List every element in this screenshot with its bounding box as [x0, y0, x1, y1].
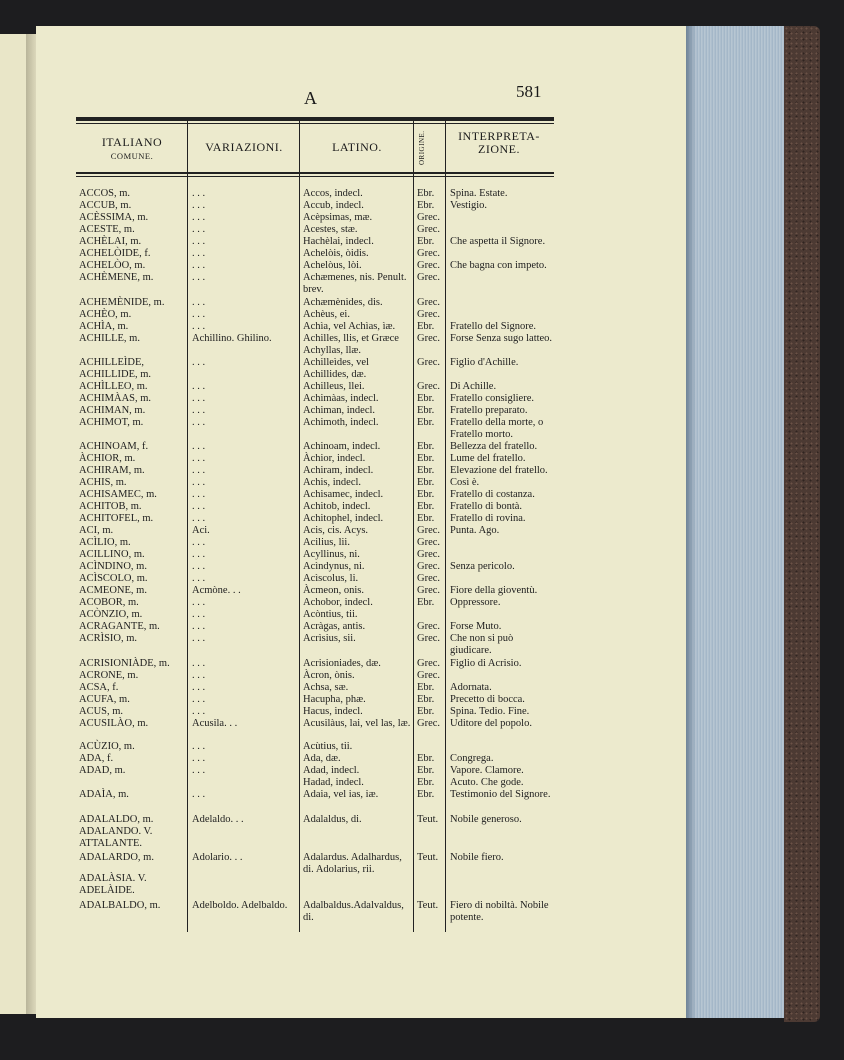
cell-italiano: ADA, f. [79, 753, 114, 764]
cell-italiano: ACÌLIO, m. [79, 537, 131, 548]
cell-origine: Grec. [417, 537, 441, 548]
cell-origine: Grec. [417, 549, 441, 560]
cell-italiano: ACÌNDINO, m. [79, 561, 147, 572]
cell-interpretazione: Adornata. [450, 682, 492, 693]
cell-variazioni: . . . [192, 236, 206, 247]
cell-variazioni: . . . [192, 200, 206, 211]
cell-interpretazione: Figlio d'Achille. [450, 357, 519, 368]
cell-italiano: ACHÌA, m. [79, 321, 129, 332]
cell-interpretazione: Fratello consigliere. [450, 393, 534, 404]
cell-origine: Grec. [417, 272, 441, 283]
cell-italiano: ACOBOR, m. [79, 597, 139, 608]
cell-italiano: ACRÌSIO, m. [79, 633, 138, 644]
cell-origine: Grec. [417, 670, 441, 681]
cell-interpretazione: Nobile fiero. [450, 852, 504, 863]
cell-latino: Accos, indecl. [303, 188, 363, 199]
cell-interpretazione: Oppressore. [450, 597, 501, 608]
cell-origine: Ebr. [417, 477, 435, 488]
cell-italiano: ACESTE, m. [79, 224, 135, 235]
cell-italiano: ACSA, f. [79, 682, 119, 693]
cell-latino: Acèpsimas, mæ. [303, 212, 373, 223]
cell-variazioni: . . . [192, 393, 206, 404]
cell-interpretazione: Acuto. Che gode. [450, 777, 524, 788]
cell-latino: Achitob, indecl. [303, 501, 371, 512]
cell-interpretazione: Nobile generoso. [450, 814, 522, 825]
cell-variazioni: . . . [192, 753, 206, 764]
cell-italiano: ACHIRAM, m. [79, 465, 145, 476]
cell-variazioni: . . . [192, 248, 206, 259]
cell-variazioni: . . . [192, 309, 206, 320]
cell-origine: Grec. [417, 309, 441, 320]
cell-latino: Acis, cis. Acys. [303, 525, 369, 536]
cell-variazioni: . . . [192, 453, 206, 464]
cell-italiano: ACHITOFEL, m. [79, 513, 154, 524]
header-italiano-sub: COMUNE. [110, 151, 154, 161]
cell-origine: Ebr. [417, 417, 435, 428]
cell-italiano: ACHINOAM, f. [79, 441, 149, 452]
cell-latino: Àcmeon, onis. [303, 585, 364, 596]
cell-interpretazione: Che aspetta il Signore. [450, 236, 546, 247]
cell-latino: Acusilàus, lai, vel las, læ. [303, 718, 411, 729]
cell-latino: Achèus, ei. [303, 309, 350, 320]
cell-latino: Achæmènides, dis. [303, 297, 383, 308]
cell-origine: Ebr. [417, 465, 435, 476]
cell-variazioni: . . . [192, 682, 206, 693]
cell-variazioni: . . . [192, 561, 206, 572]
cell-interpretazione: Che bagna con impeto. [450, 260, 547, 271]
cell-origine: Ebr. [417, 682, 435, 693]
cell-latino: Achiram, indecl. [303, 465, 374, 476]
cell-variazioni: . . . [192, 272, 206, 283]
cell-latino: Achelòis, òidis. [303, 248, 369, 259]
cell-latino: Achisamec, indecl. [303, 489, 384, 500]
cell-origine: Grec. [417, 633, 441, 644]
cell-latino: Acilius, lii. [303, 537, 350, 548]
cell-variazioni: . . . [192, 321, 206, 332]
cell-origine: Ebr. [417, 200, 435, 211]
cell-italiano: ACHELÒIDE, f. [79, 248, 151, 259]
cell-italiano: ADALARDO, m. [79, 852, 154, 863]
cell-latino: Ada, dæ. [303, 753, 341, 764]
cell-italiano: ÀCHIOR, m. [79, 453, 136, 464]
cell-origine: Ebr. [417, 513, 435, 524]
cell-latino: Hacupha, phæ. [303, 694, 366, 705]
cell-italiano: ACRONE, m. [79, 670, 139, 681]
cell-variazioni: . . . [192, 741, 206, 752]
cell-interpretazione: Bellezza del fratello. [450, 441, 538, 452]
cell-variazioni: . . . [192, 706, 206, 717]
cell-variazioni: . . . [192, 549, 206, 560]
cell-latino: Adaia, vel ias, iæ. [303, 789, 379, 800]
cell-interpretazione: Fratello di rovina. [450, 513, 526, 524]
column-header-latino: LATINO. [332, 140, 382, 154]
cell-latino: Adad, indecl. [303, 765, 360, 776]
cell-interpretazione: Forse Muto. [450, 621, 502, 632]
cell-latino: Achilles, llis, et Græce Achyllas, llæ. [303, 333, 399, 356]
cell-origine: Ebr. [417, 236, 435, 247]
page-number: 581 [516, 82, 542, 101]
cell-origine: Teut. [417, 814, 439, 825]
cell-variazioni: . . . [192, 537, 206, 548]
cell-interpretazione: Figlio di Acrisio. [450, 658, 522, 669]
cell-latino: Achis, indecl. [303, 477, 362, 488]
cell-origine: Ebr. [417, 753, 435, 764]
cell-italiano: ACHILLE, m. [79, 333, 140, 344]
cell-latino: Adalbaldus.Adalvaldus, di. [303, 900, 404, 923]
cell-origine: Grec. [417, 224, 441, 235]
cell-italiano: ACÒNZIO, m. [79, 609, 143, 620]
cell-italiano: ADAD, m. [79, 765, 126, 776]
cell-italiano: ACRAGANTE, m. [79, 621, 160, 632]
cell-italiano: ACHIMOT, m. [79, 417, 144, 428]
cell-origine: Teut. [417, 852, 439, 863]
cell-interpretazione: Precetto di bocca. [450, 694, 525, 705]
cell-italiano: ADAÌA, m. [79, 789, 129, 800]
cell-origine: Ebr. [417, 405, 435, 416]
cell-italiano: ACUSILÀO, m. [79, 718, 149, 729]
cell-italiano: ACRISIONIÀDE, m. [79, 658, 170, 669]
cell-latino: Achæmenes, nis. Penult. brev. [303, 272, 407, 295]
cell-variazioni: . . . [192, 789, 206, 800]
cell-variazioni: . . . [192, 417, 206, 428]
cell-origine: Ebr. [417, 706, 435, 717]
cell-interpretazione: Congrega. [450, 753, 494, 764]
cell-latino: Acyllinus, ni. [303, 549, 360, 560]
cell-interpretazione: Fiore della gioventù. [450, 585, 538, 596]
cell-italiano: ADALBALDO, m. [79, 900, 161, 911]
cell-variazioni: . . . [192, 441, 206, 452]
cell-latino: Acìscolus, li. [303, 573, 359, 584]
cell-italiano: ACCOS, m. [79, 188, 131, 199]
cell-latino: Acràgas, antis. [303, 621, 366, 632]
cell-latino: Acrisioniades, dæ. [303, 658, 381, 669]
cell-italiano: ACHELÒO, m. [79, 260, 146, 271]
cell-variazioni: . . . [192, 501, 206, 512]
cell-latino: Achelòus, lòi. [303, 260, 362, 271]
cell-variazioni: Adelaldo. . . [192, 814, 244, 825]
cell-interpretazione: Senza pericolo. [450, 561, 515, 572]
cell-latino: Achobor, indecl. [303, 597, 373, 608]
cell-origine: Grec. [417, 333, 441, 344]
cell-variazioni: . . . [192, 188, 206, 199]
cell-origine: Ebr. [417, 188, 435, 199]
cell-interpretazione: Uditore del popolo. [450, 718, 532, 729]
cell-italiano: ACILLINO, m. [79, 549, 145, 560]
cell-origine: Grec. [417, 260, 441, 271]
cell-italiano: ACHÌLLEO, m. [79, 381, 148, 392]
cell-latino: Achinoam, indecl. [303, 441, 381, 452]
cell-italiano: ADALANDO. V. ATTALANTE. [79, 826, 153, 849]
cell-origine: Grec. [417, 621, 441, 632]
header-italiano-label: ITALIANO [101, 135, 163, 149]
cell-latino: Hachèlai, indecl. [303, 236, 374, 247]
cell-interpretazione: Fratello preparato. [450, 405, 528, 416]
cell-variazioni: . . . [192, 633, 206, 644]
cell-italiano: ACHIMAN, m. [79, 405, 146, 416]
cell-italiano: ACHIMÀAS, m. [79, 393, 152, 404]
cell-latino: Hadad, indecl. [303, 777, 364, 788]
cell-italiano: ACHISAMEC, m. [79, 489, 157, 500]
cell-origine: Grec. [417, 573, 441, 584]
cell-origine: Ebr. [417, 489, 435, 500]
cell-latino: Achimàas, indecl. [303, 393, 379, 404]
column-header-origine: ORIGINE. [418, 130, 426, 166]
cell-italiano: ADALÀSIA. V. ADELÀIDE. [79, 873, 147, 896]
cell-italiano: ACUFA, m. [79, 694, 130, 705]
cell-origine: Ebr. [417, 765, 435, 776]
cell-origine: Ebr. [417, 694, 435, 705]
cell-variazioni: Adolario. . . [192, 852, 243, 863]
running-header-letter: A [304, 88, 317, 108]
cell-origine: Grec. [417, 212, 441, 223]
cell-variazioni: . . . [192, 297, 206, 308]
cell-variazioni: . . . [192, 609, 206, 620]
cell-latino: Acestes, stæ. [303, 224, 358, 235]
cell-origine: Grec. [417, 297, 441, 308]
cell-origine: Ebr. [417, 393, 435, 404]
cell-italiano: ACHEMÈNIDE, m. [79, 297, 165, 308]
cell-variazioni: Acusila. . . [192, 718, 238, 729]
cell-origine: Grec. [417, 561, 441, 572]
cell-variazioni: . . . [192, 513, 206, 524]
cell-interpretazione: Elevazione del fratello. [450, 465, 548, 476]
cell-interpretazione: Vapore. Clamore. [450, 765, 524, 776]
cell-interpretazione: Fratello del Signore. [450, 321, 537, 332]
cell-latino: Achilleìdes, vel Achillides, dæ. [303, 357, 369, 380]
cell-italiano: ACMEONE, m. [79, 585, 147, 596]
cell-variazioni: . . . [192, 477, 206, 488]
cell-variazioni: . . . [192, 765, 206, 776]
cell-origine: Ebr. [417, 501, 435, 512]
cell-latino: Adalardus. Adalhardus, di. Adolarius, rii. [303, 852, 402, 875]
cell-latino: Achimoth, indecl. [303, 417, 379, 428]
cell-latino: Àcron, ònis. [303, 670, 355, 681]
cell-italiano: ACÙZIO, m. [79, 741, 135, 752]
cell-latino: Acìndynus, ni. [303, 561, 365, 572]
cell-latino: Achilleus, llei. [303, 381, 365, 392]
cell-variazioni: . . . [192, 621, 206, 632]
cell-italiano: ACHITOB, m. [79, 501, 142, 512]
cell-latino: Hacus, indecl. [303, 706, 363, 717]
cell-variazioni: Achillino. Ghilino. [192, 333, 272, 344]
cell-interpretazione: Punta. Ago. [450, 525, 500, 536]
cell-latino: Acrìsius, sii. [303, 633, 356, 644]
cell-variazioni: . . . [192, 597, 206, 608]
cell-interpretazione: Fratello della morte, o Fratello morto. [450, 417, 544, 440]
cell-variazioni: . . . [192, 573, 206, 584]
cell-interpretazione: Così è. [450, 477, 480, 488]
cell-italiano: ACUS, m. [79, 706, 124, 717]
cell-interpretazione: Fratello di bontà. [450, 501, 523, 512]
cell-variazioni: . . . [192, 405, 206, 416]
cell-origine: Grec. [417, 658, 441, 669]
cell-origine: Grec. [417, 525, 441, 536]
cell-interpretazione: Che non si può giudicare. [450, 633, 514, 656]
cell-latino: Achiman, indecl. [303, 405, 376, 416]
cell-variazioni: Adelboldo. Adelbaldo. [192, 900, 288, 911]
cell-variazioni: . . . [192, 694, 206, 705]
cell-interpretazione: Fratello di costanza. [450, 489, 535, 500]
cell-variazioni: . . . [192, 224, 206, 235]
cell-latino: Acòntius, tii. [303, 609, 358, 620]
cell-variazioni: . . . [192, 465, 206, 476]
cell-origine: Grec. [417, 718, 441, 729]
cell-interpretazione: Di Achille. [450, 381, 497, 392]
cell-origine: Grec. [417, 357, 441, 368]
cell-variazioni: . . . [192, 489, 206, 500]
cell-italiano: ACHILLEÌDE, ACHILLIDE, m. [79, 357, 152, 380]
cell-interpretazione: Testimonio del Signore. [450, 789, 551, 800]
cell-italiano: ADALALDO, m. [79, 814, 154, 825]
cell-latino: Achìa, vel Achìas, ìæ. [303, 321, 396, 332]
cell-latino: Adalaldus, di. [303, 814, 362, 825]
cell-latino: Achitophel, indecl. [303, 513, 384, 524]
cell-latino: Achsa, sæ. [303, 682, 349, 693]
cell-italiano: ACÈSSIMA, m. [79, 212, 149, 223]
cell-variazioni: Aci. [192, 525, 210, 536]
cell-italiano: ACHÈLAI, m. [79, 236, 142, 247]
cell-italiano: ACI, m. [79, 525, 114, 536]
cell-origine: Ebr. [417, 789, 435, 800]
cell-italiano: ACHÈO, m. [79, 309, 132, 320]
cell-origine: Ebr. [417, 777, 435, 788]
cell-variazioni: . . . [192, 357, 206, 368]
cell-interpretazione: Spina. Tedio. Fine. [450, 706, 530, 717]
cell-latino: Accub, indecl. [303, 200, 364, 211]
cell-interpretazione: Fiero di nobiltà. Nobile potente. [450, 900, 549, 923]
cell-interpretazione: Forse Senza sugo latteo. [450, 333, 553, 344]
cell-italiano: ACHIS, m. [79, 477, 127, 488]
cell-origine: Ebr. [417, 321, 435, 332]
cell-interpretazione: Vestigio. [450, 200, 488, 211]
cell-interpretazione: Lume del fratello. [450, 453, 526, 464]
cell-origine: Ebr. [417, 597, 435, 608]
cell-variazioni: . . . [192, 212, 206, 223]
header-interpretazione-line1: INTERPRETA- [458, 129, 540, 143]
cell-latino: Acùtius, tii. [303, 741, 353, 752]
cell-origine: Ebr. [417, 453, 435, 464]
cell-origine: Grec. [417, 585, 441, 596]
cell-variazioni: . . . [192, 260, 206, 271]
cell-italiano: ACÌSCOLO, m. [79, 573, 148, 584]
cell-origine: Teut. [417, 900, 439, 911]
cell-latino: Àchior, indecl. [303, 453, 366, 464]
header-interpretazione-line2: ZIONE. [478, 142, 520, 156]
column-header-variazioni: VARIAZIONI. [205, 140, 283, 154]
cell-variazioni: . . . [192, 381, 206, 392]
cell-italiano: ACCUB, m. [79, 200, 132, 211]
cell-origine: Grec. [417, 381, 441, 392]
cell-origine: Grec. [417, 248, 441, 259]
cell-origine: Ebr. [417, 441, 435, 452]
cell-interpretazione: Spina. Estate. [450, 188, 508, 199]
cell-variazioni: . . . [192, 658, 206, 669]
cell-variazioni: . . . [192, 670, 206, 681]
cell-variazioni: Acmòne. . . [192, 585, 241, 596]
cell-italiano: ACHÈMENE, m. [79, 272, 154, 283]
